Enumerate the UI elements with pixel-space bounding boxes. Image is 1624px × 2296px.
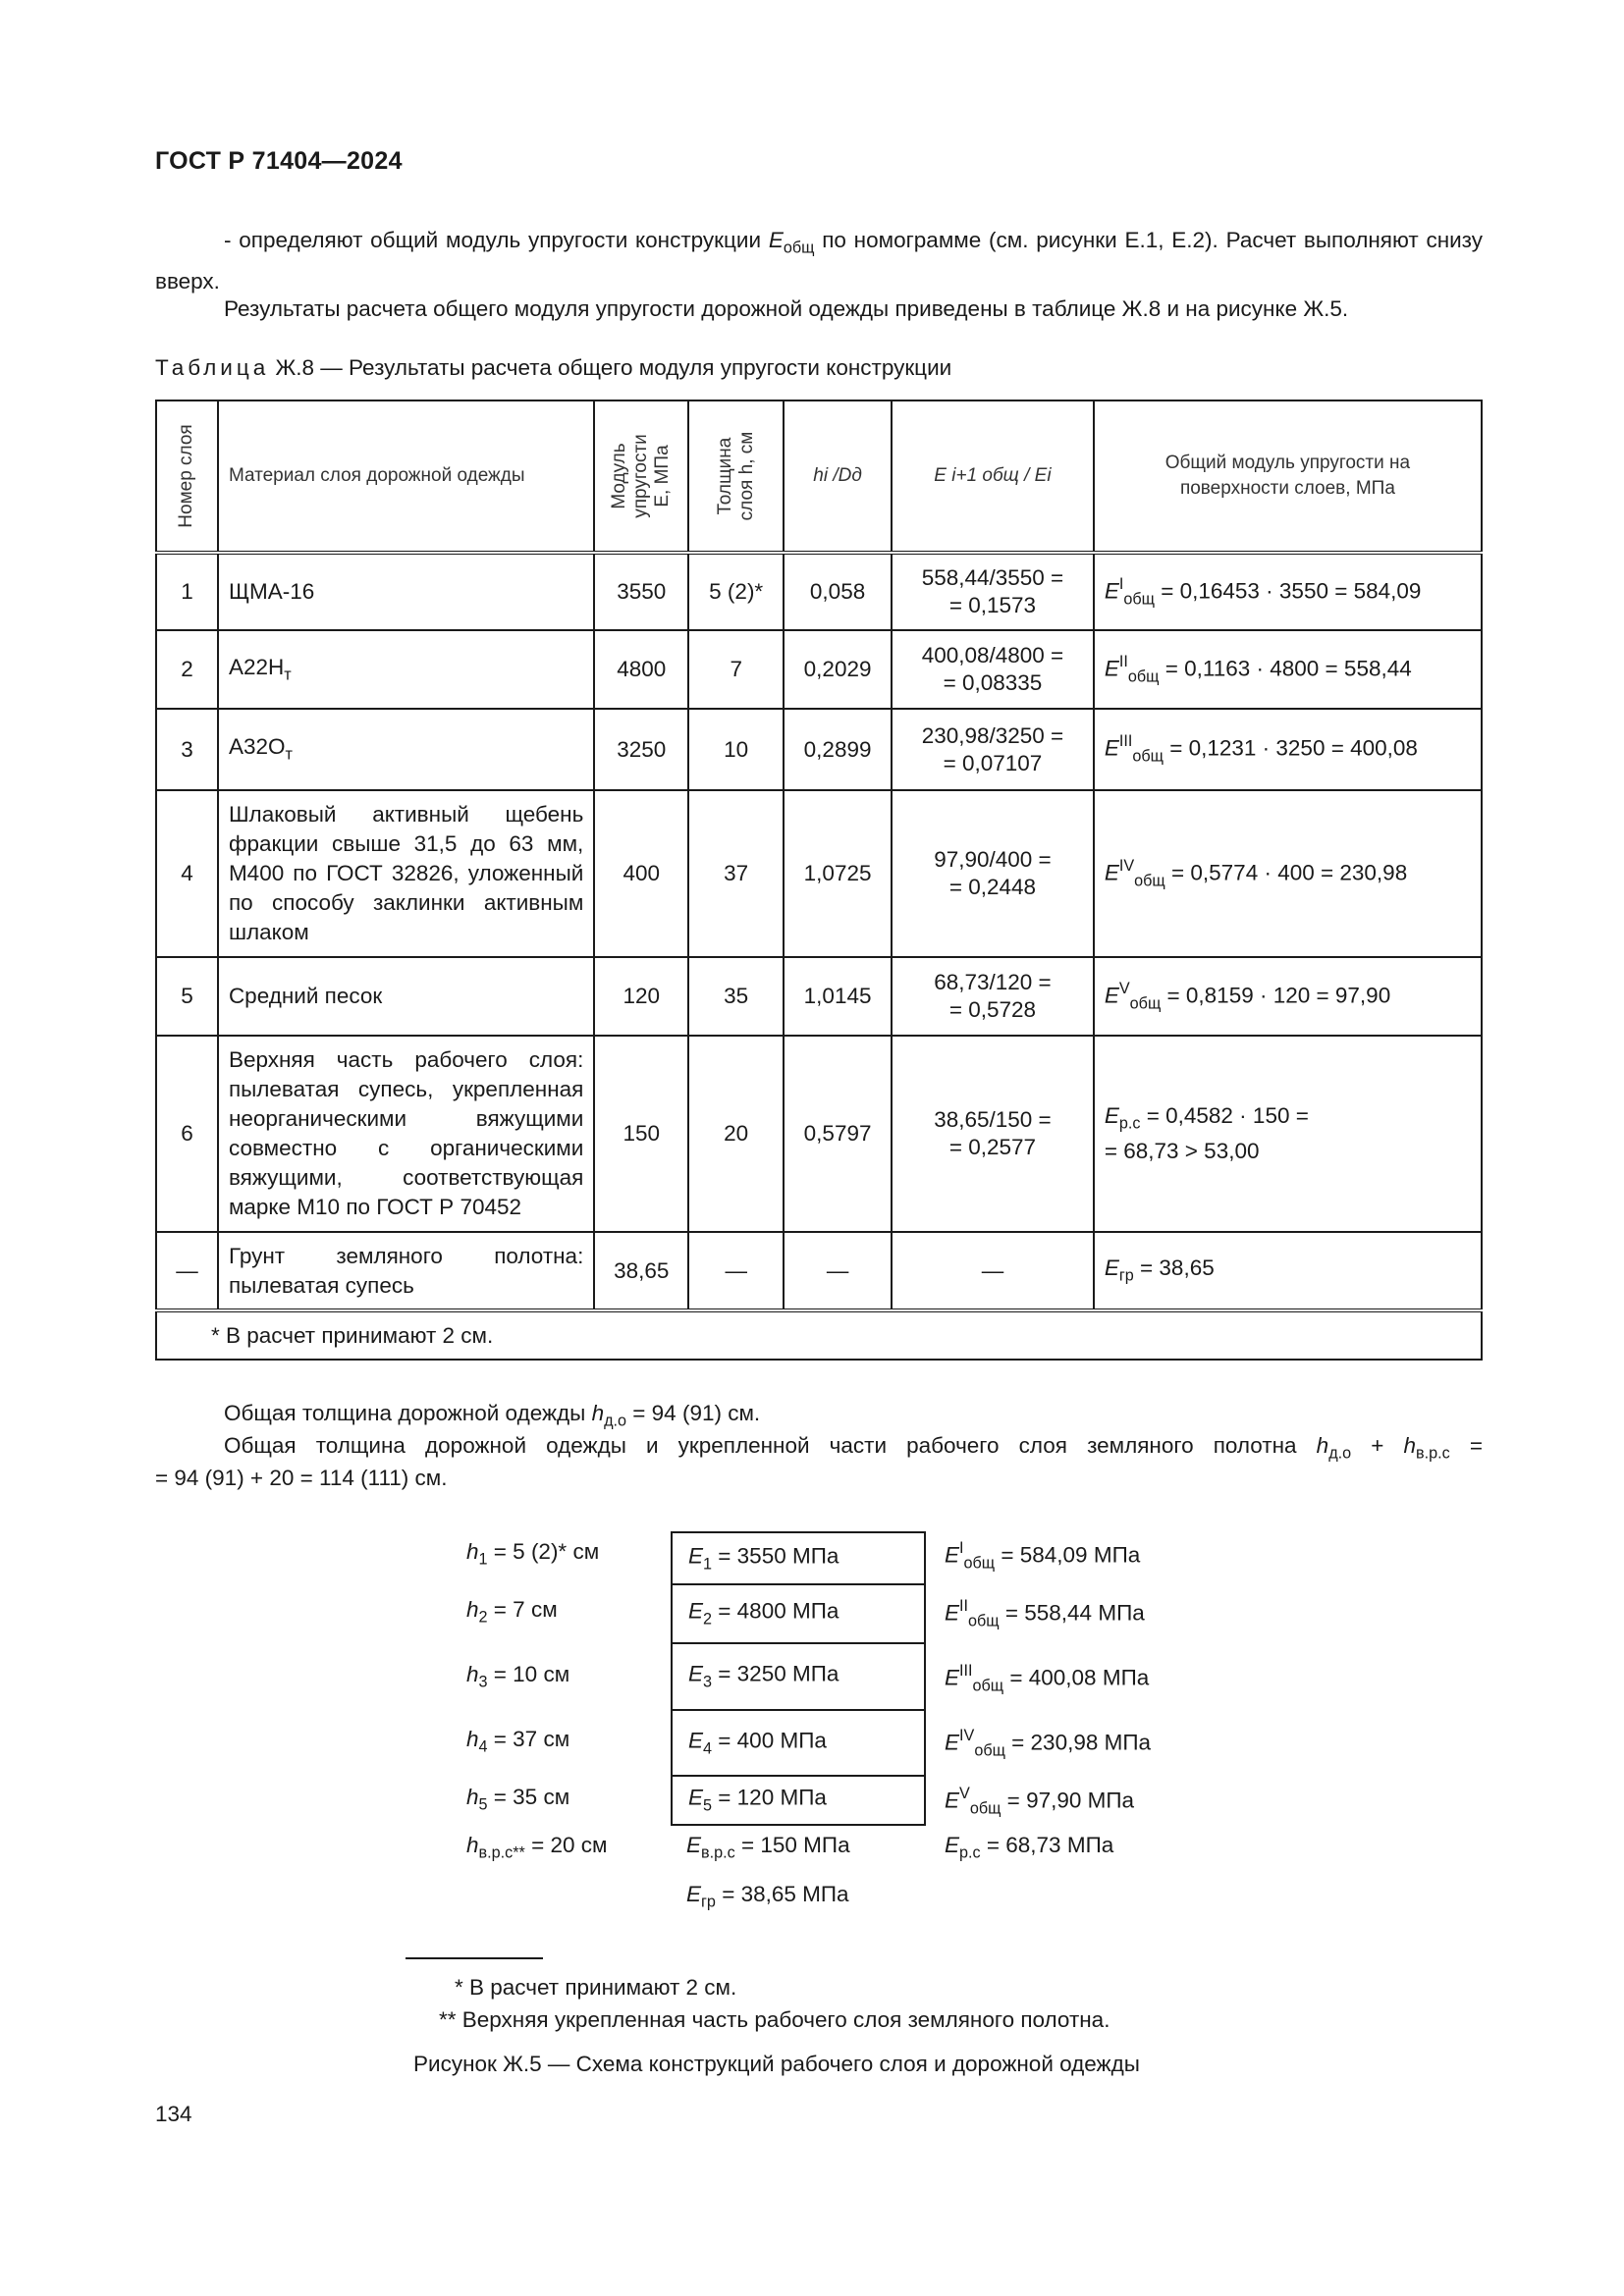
thickness-line-2: Общая толщина дорожной одежды и укрепленной части рабочего слоя земляного полотна $h_{д.о} + h_{в.р.с}$ = xyxy=(224,1433,1483,1463)
cell-modulus: 3550 xyxy=(594,553,688,630)
scheme-h1: $h_1 = 5$ (2)* см xyxy=(466,1539,600,1569)
cell-h-over-d: 0,2899 xyxy=(784,709,892,790)
cell-e-ratio: 400,08/4800 = = 0,08335 xyxy=(892,630,1094,709)
cell-total: $E^V_{общ} = 0,8159 \cdot 120 = 97,90$ xyxy=(1094,957,1482,1036)
cell-modulus: 150 xyxy=(594,1036,688,1232)
footnote-divider xyxy=(406,1957,543,1959)
scheme-hvrs: $h_{в.р.с**} = 20$ см xyxy=(466,1833,608,1862)
table-caption: Таблица Ж.8 — Результаты расчета общего модуля упругости конструкции xyxy=(155,355,952,380)
scheme-layer-box: $E_1 = 3550$ МПа xyxy=(671,1531,926,1585)
header-modulus: Модуль упругости E, МПа xyxy=(594,400,688,553)
cell-num: — xyxy=(156,1232,218,1310)
scheme-h2: $h_2 = 7$ см xyxy=(466,1597,558,1627)
cell-e-ratio: — xyxy=(892,1232,1094,1310)
thickness-line-3: = 94 (91) + 20 = 114 (111) см. xyxy=(155,1466,448,1490)
scheme-eo3: $E^{III}_{общ} = 400,08$ МПа xyxy=(945,1662,1150,1695)
cell-h-over-d: 1,0145 xyxy=(784,957,892,1036)
figure-footnote-1: * В расчет принимают 2 см. xyxy=(455,1975,737,2000)
page-number: 134 xyxy=(155,2102,192,2126)
thickness-line-1: Общая толщина дорожной одежды $h_{д.о} = 94$ (91) см. xyxy=(224,1401,761,1430)
cell-total: $E_{гр} = 38,65$ xyxy=(1094,1232,1482,1310)
cell-material: Шлаковый активный щебень фракции свыше 31,5 до 63 мм, М400 по ГОСТ 32826, уложенный по способу заклинки активным шлаком xyxy=(218,790,594,957)
scheme-layer-box: $E_4 = 400$ МПа xyxy=(671,1709,926,1777)
cell-thickness: 35 xyxy=(688,957,784,1036)
cell-h-over-d: 0,2029 xyxy=(784,630,892,709)
cell-material: Средний песок xyxy=(218,957,594,1036)
cell-num: 1 xyxy=(156,553,218,630)
cell-modulus: 4800 xyxy=(594,630,688,709)
intro-paragraph-1: - определяют общий модуль упругости конструкции $E_{общ}$ по номограмме (см. рисунки Е.1, Е.2). Расчет выполняют снизу вверх. xyxy=(155,228,1483,294)
cell-modulus: 38,65 xyxy=(594,1232,688,1310)
scheme-layer-box: $E_2 = 4800$ МПа xyxy=(671,1583,926,1644)
cell-e-ratio: 38,65/150 = = 0,2577 xyxy=(892,1036,1094,1232)
header-h-over-d: hi /Dд xyxy=(784,400,892,553)
cell-modulus: 120 xyxy=(594,957,688,1036)
cell-thickness: 7 xyxy=(688,630,784,709)
cell-e-ratio: 558,44/3550 = = 0,1573 xyxy=(892,553,1094,630)
scheme-layer-box: $E_3 = 3250$ МПа xyxy=(671,1642,926,1711)
cell-total: $E^{III}_{общ} = 0,1231 \cdot 3250 = 400,08$ xyxy=(1094,709,1482,790)
scheme-h3: $h_3 = 10$ см xyxy=(466,1662,570,1691)
scheme-layer-box: $E_5 = 120$ МПа xyxy=(671,1775,926,1826)
intro-paragraph-2: Результаты расчета общего модуля упругости дорожной одежды приведены в таблице Ж.8 и на рисунке Ж.5. xyxy=(224,296,1349,321)
cell-thickness: 20 xyxy=(688,1036,784,1232)
header-e-ratio: E i+1 общ / Ei xyxy=(892,400,1094,553)
cell-material: Верхняя часть рабочего слоя: пылеватая супесь, укрепленная неорганическими вяжущими совместно с органическими вяжущими, соответствующая марке М10 по ГОСТ Р 70452 xyxy=(218,1036,594,1232)
table-row xyxy=(156,709,1482,790)
cell-num: 4 xyxy=(156,790,218,957)
cell-e-ratio: 97,90/400 = = 0,2448 xyxy=(892,790,1094,957)
figure-footnote-2: ** Верхняя укрепленная часть рабочего слоя земляного полотна. xyxy=(439,2007,1110,2032)
cell-total: $E_{р.с} = 0,4582 \cdot 150$ = = 68,73 > 53,00 xyxy=(1094,1036,1482,1232)
cell-e-ratio: 230,98/3250 = = 0,07107 xyxy=(892,709,1094,790)
table-row xyxy=(156,553,1482,630)
figure-caption: Рисунок Ж.5 — Схема конструкций рабочего слоя и дорожной одежды xyxy=(413,2052,1140,2076)
cell-material: $А22Н_т$ xyxy=(218,630,594,709)
cell-total: $E^{II}_{общ} = 0,1163 \cdot 4800 = 558,44$ xyxy=(1094,630,1482,709)
scheme-evrs: $E_{в.р.с} = 150$ МПа xyxy=(686,1833,850,1862)
cell-thickness: 5 (2)* xyxy=(688,553,784,630)
cell-material: ЩМА-16 xyxy=(218,553,594,630)
scheme-erc: $E_{р.с} = 68,73$ МПа xyxy=(945,1833,1114,1862)
table-footnote: * В расчет принимают 2 см. xyxy=(156,1310,1482,1360)
cell-total: $E^I_{общ} = 0,16453 \cdot 3550 = 584,09$ xyxy=(1094,553,1482,630)
scheme-eo5: $E^V_{общ} = 97,90$ МПа xyxy=(945,1785,1135,1818)
header-thickness: Толщина слоя h, см xyxy=(688,400,784,553)
cell-e-ratio: 68,73/120 = = 0,5728 xyxy=(892,957,1094,1036)
scheme-eo2: $E^{II}_{общ} = 558,44$ МПа xyxy=(945,1597,1145,1630)
cell-h-over-d: — xyxy=(784,1232,892,1310)
scheme-h5: $h_5 = 35$ см xyxy=(466,1785,570,1814)
header-total-modulus: Общий модуль упругости на поверхности слоев, МПа xyxy=(1094,400,1482,553)
table-footnote-row xyxy=(156,1310,1482,1360)
cell-total: $E^{IV}_{общ} = 0,5774 \cdot 400 = 230,98$ xyxy=(1094,790,1482,957)
cell-modulus: 400 xyxy=(594,790,688,957)
cell-h-over-d: 0,5797 xyxy=(784,1036,892,1232)
table-row xyxy=(156,790,1482,957)
header-layer-number: Номер слоя xyxy=(156,400,218,553)
table-header-row xyxy=(156,400,1482,553)
cell-num: 6 xyxy=(156,1036,218,1232)
cell-num: 2 xyxy=(156,630,218,709)
table-row xyxy=(156,1036,1482,1232)
table-row xyxy=(156,630,1482,709)
table-row xyxy=(156,957,1482,1036)
header-material: Материал слоя дорожной одежды xyxy=(218,400,594,553)
table-row xyxy=(156,1232,1482,1310)
cell-thickness: — xyxy=(688,1232,784,1310)
cell-material: $А32О_т$ xyxy=(218,709,594,790)
cell-num: 5 xyxy=(156,957,218,1036)
cell-modulus: 3250 xyxy=(594,709,688,790)
cell-h-over-d: 0,058 xyxy=(784,553,892,630)
cell-num: 3 xyxy=(156,709,218,790)
document-header: ГОСТ Р 71404—2024 xyxy=(155,147,403,175)
cell-thickness: 10 xyxy=(688,709,784,790)
modulus-table xyxy=(155,400,1483,1361)
scheme-eo1: $E^I_{общ} = 584,09$ МПа xyxy=(945,1539,1141,1573)
cell-h-over-d: 1,0725 xyxy=(784,790,892,957)
scheme-egr: $E_{гр} = 38,65$ МПа xyxy=(686,1882,849,1911)
cell-thickness: 37 xyxy=(688,790,784,957)
scheme-eo4: $E^{IV}_{общ} = 230,98$ МПа xyxy=(945,1727,1152,1760)
scheme-h4: $h_4 = 37$ см xyxy=(466,1727,570,1756)
cell-material: Грунт земляного полотна: пылеватая супесь xyxy=(218,1232,594,1310)
